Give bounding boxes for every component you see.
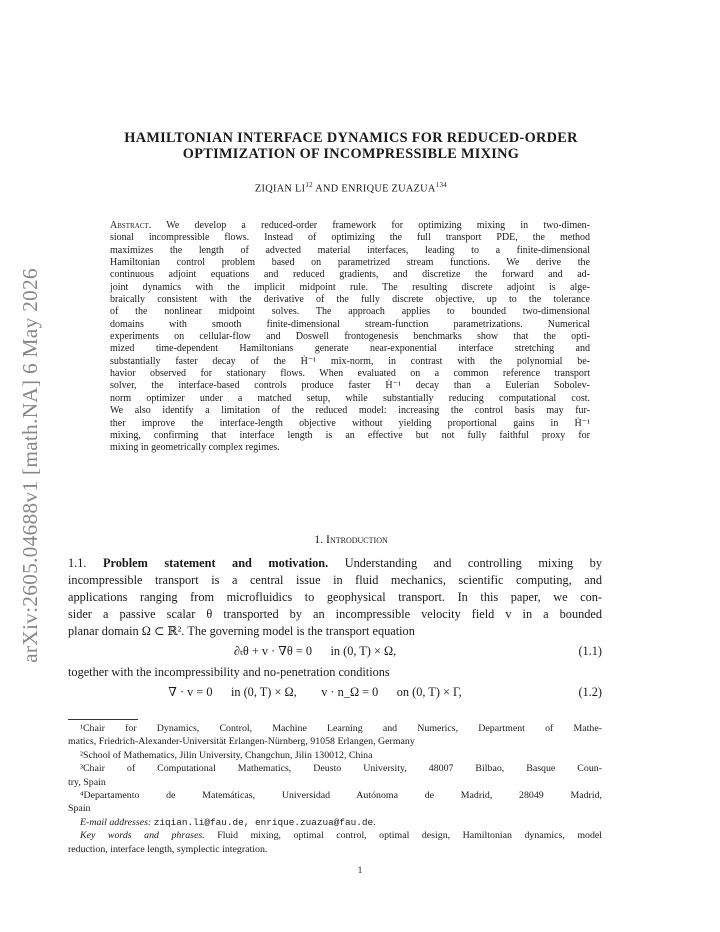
keywords-label: Key words and phrases. [80, 830, 205, 842]
equation-1-2-number: (1.2) [578, 684, 602, 699]
introduction-body [68, 555, 602, 704]
abstract-line: continuous adjoint equations and reduced gradients, and discretize the forward and ad- [110, 269, 590, 281]
footnote-rule [68, 719, 138, 720]
body-line: applications ranging from microfluidics to geophysical transport. In this paper, we con- [68, 589, 602, 604]
title-line-2: OPTIMIZATION OF INCOMPRESSIBLE MIXING [182, 146, 520, 162]
equation-1-1-body: ∂ₜθ + v · ∇θ = 0 in (0, T) × Ω, [233, 644, 397, 659]
abstract-line: joint dynamics with the implicit midpoint rule. The resulting discrete adjoint is alge- [110, 281, 590, 293]
abstract-line: of the nonlinear midpoint solves. The approach applies to bounded two-dimensional [110, 306, 590, 318]
body-line: incompressible transport is a central issue in fluid mechanics, scientific computing, and [68, 572, 602, 587]
equation-1-2-body: ∇ · v = 0 in (0, T) × Ω, v · n_Ω = 0 on (0, T) × Γ, [168, 684, 462, 699]
title-line-1: HAMILTONIAN INTERFACE DYNAMICS FOR REDUCED-ORDER [124, 130, 578, 146]
body-line: sider a passive scalar θ transported by an incompressible velocity field v in a bounded [68, 606, 602, 621]
footnotes [68, 719, 602, 856]
email-addresses: E-mail addresses: ziqian.li@fau.de, enrique.zuazua@fau.de. [80, 816, 376, 828]
abstract-line: mized time-dependent Hamiltonians generate near-exponential interface stretching and [110, 343, 590, 355]
abstract-line: norm optimizer under a matched setup, while substantially reducing computational cost. [110, 392, 590, 404]
abstract-line: sional incompressible flows. Instead of optimizing the full transport PDE, the method [110, 232, 590, 244]
abstract [110, 220, 590, 455]
keywords: Key words and phrases. Fluid mixing, optimal control, optimal design, Hamiltonian dynamics, model reduction, interface length, symplectic integration. [68, 830, 603, 855]
email-label: E-mail addresses: [80, 816, 152, 828]
abstract-line: domains with smooth finite-dimensional stream-function parametrizations. Numerical [110, 318, 590, 330]
author-list [68, 181, 634, 194]
abstract-line: mixing in geometrically complex regimes. [110, 442, 280, 454]
arxiv-side-identifier [12, 245, 48, 685]
equation-1-2 [68, 680, 602, 704]
subsection-title: Problem statement and motivation. [102, 556, 329, 570]
abstract-line: maximizes the length of advected material interfaces, leading to a finite-dimensional [110, 244, 590, 256]
paper-title [68, 130, 634, 162]
abstract-line: Hamiltonian control problem based on parametrized stream functions. We derive the [110, 257, 590, 269]
body-line: planar domain Ω ⊂ ℝ². The governing model is the transport equation [68, 623, 415, 638]
page-number: 1 [357, 866, 363, 876]
body-line: together with the incompressibility and no-penetration conditions [68, 664, 390, 679]
footnote-2: ²School of Mathematics, Jilin University, Changchun, Jilin 130012, China [80, 749, 373, 761]
abstract-line: havior observed for stationary flows. When evaluated on a common reference transport [110, 368, 590, 380]
abstract-line: braically consistent with the derivative of the fully discrete objective, up to the tolerance [110, 294, 590, 306]
abstract-line: We also identify a limitation of the reduced model: increasing the control basis may fur- [110, 405, 590, 417]
abstract-line: ther improve the interface-length objective without yielding proportional gains in Ḣ⁻¹ [110, 417, 590, 429]
footnote-3: ³Chair of Computational Mathematics, Deusto University, 48007 Bilbao, Basque Coun- try, Spain [68, 763, 602, 788]
section-heading-introduction: 1. Introduction [314, 532, 388, 546]
subsection-number: 1.1. [68, 556, 87, 570]
abstract-line: Abstract. We develop a reduced-order framework for optimizing mixing in two-dimen- [110, 220, 590, 231]
author-affil-1: 12 [305, 181, 313, 189]
equation-1-1 [68, 640, 602, 664]
footnote-1: ¹Chair for Dynamics, Control, Machine Learning and Numerics, Department of Mathe- matics, Friedrich-Alexander-Universität Erlangen-Nürnberg, 91058 Erlangen, Germany [68, 723, 602, 748]
abstract-line: mixing, confirming that interface length is an effective but not fully faithful proxy for [110, 429, 590, 441]
equation-1-1-number: (1.1) [578, 644, 602, 659]
author-and: AND [315, 183, 339, 195]
arxiv-identifier-text: arXiv:2605.04688v1 [math.NA] 6 May 2026 [17, 267, 42, 663]
author-name-1: ZIQIAN LI [254, 183, 306, 195]
abstract-line: experiments on cellular-flow and Doswell frontogenesis benchmarks show that the opti- [110, 331, 590, 343]
abstract-line: solver, the interface-based controls produce faster Ḣ⁻¹ decay than a Eulerian Sobolev- [110, 380, 590, 392]
abstract-label: Abstract. [110, 220, 152, 231]
email-list[interactable]: ziqian.li@fau.de, enrique.zuazua@fau.de [153, 816, 374, 828]
footnote-4: ⁴Departamento de Matemáticas, Universidad Autónoma de Madrid, 28049 Madrid, Spain [68, 790, 602, 815]
author-affil-2: 134 [435, 181, 448, 189]
author-name-2: ENRIQUE ZUAZUA [341, 183, 436, 195]
abstract-line: substantially faster decay of the Ḣ⁻¹ mix-norm, in contrast with the polynomial be- [110, 355, 590, 367]
body-line: 1.1. Problem statement and motivation. Understanding and controlling mixing by [68, 556, 602, 570]
